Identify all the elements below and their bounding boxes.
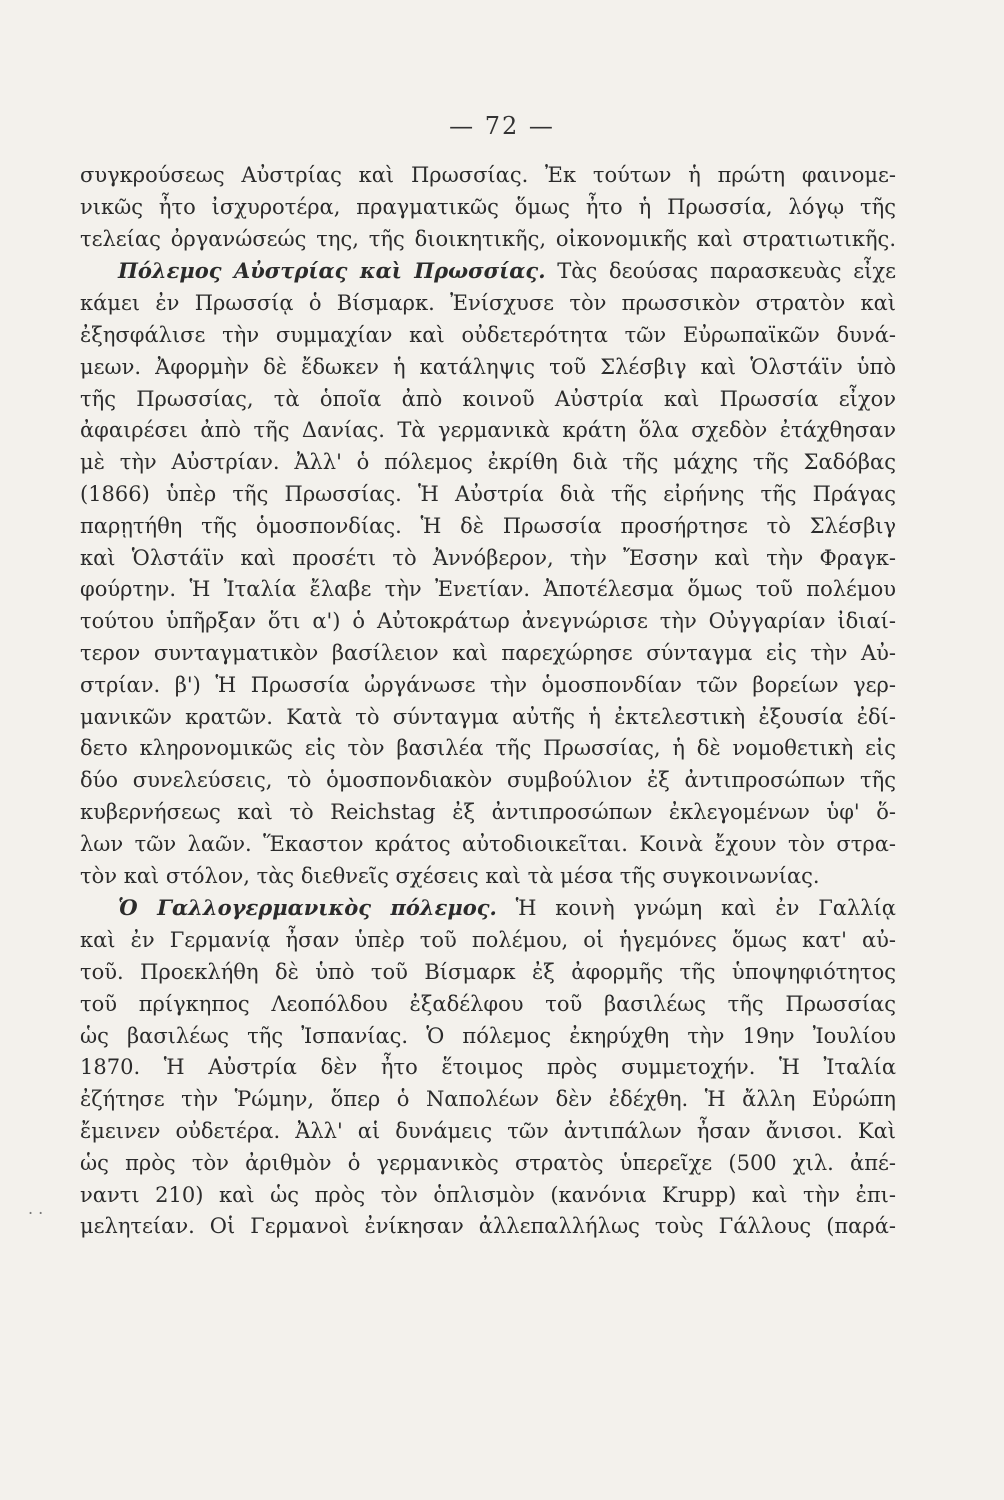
- text-line: μελητείαν. Οἱ Γερμανοὶ ἐνίκησαν ἀλλεπαλλήλως τοὺς Γάλλους (παρά-: [80, 1214, 896, 1239]
- text-line: τοῦ. Προεκλήθη δὲ ὑπὸ τοῦ Βίσμαρκ ἐξ ἀφορμῆς τῆς ὑποψηφιότητος: [80, 959, 896, 984]
- page-number: — 72 —: [449, 112, 555, 140]
- text-line: κυβερνήσεως καὶ τὸ Reichstag ἐξ ἀντιπροσώπων ἐκλεγομένων ὑφ' ὅ-: [80, 799, 896, 824]
- text-line: Ὁ Γαλλογερμανικὸς πόλεμος. Ἡ κοινὴ γνώμη καὶ ἐν Γαλλίᾳ: [118, 895, 896, 921]
- text-line: 1870. Ἡ Αὐστρία δὲν ἦτο ἕτοιμος πρὸς συμμετοχήν. Ἡ Ἰταλία: [80, 1055, 896, 1080]
- text-line: ναντι 210) καὶ ὡς πρὸς τὸν ὁπλισμὸν (κανόνια Krupp) καὶ τὴν ἐπι-: [80, 1182, 896, 1207]
- text-line: ὡς βασιλέως τῆς Ἰσπανίας. Ὁ πόλεμος ἐκηρύχθη τὴν 19ην Ἰουλίου: [80, 1023, 896, 1048]
- text-line: τερον συνταγματικὸν βασίλειον καὶ παρεχώρησε σύνταγμα εἰς τὴν Αὐ-: [80, 640, 896, 665]
- text-line: ἐξησφάλισε τὴν συμμαχίαν καὶ οὐδετερότητα τῶν Εὐρωπαϊκῶν δυνά-: [80, 322, 896, 347]
- text-line: καὶ Ὁλστάϊν καὶ προσέτι τὸ Ἀννόβερον, τὴν Ἔσσην καὶ τὴν Φραγκ-: [80, 545, 896, 570]
- text-line: τελείας ὀργανώσεώς της, τῆς διοικητικῆς, οἰκονομικῆς καὶ στρατιωτικῆς.: [80, 226, 896, 251]
- text-line: τοῦ πρίγκηπος Λεοπόλδου ἐξαδέλφου τοῦ βασιλέως τῆς Πρωσσίας: [80, 991, 896, 1016]
- text-line: φούρτην. Ἡ Ἰταλία ἔλαβε τὴν Ἐνετίαν. Ἀποτέλεσμα ὅμως τοῦ πολέμου: [80, 577, 896, 602]
- section-heading: Πόλεμος Αὐστρίας καὶ Πρωσσίας.: [118, 258, 546, 284]
- text-line: (1866) ὑπὲρ τῆς Πρωσσίας. Ἡ Αὐστρία διὰ τῆς εἰρήνης τῆς Πράγας: [80, 481, 896, 506]
- text-line: τῆς Πρωσσίας, τὰ ὁποῖα ἀπὸ κοινοῦ Αὐστρία καὶ Πρωσσία εἶχον: [80, 386, 896, 411]
- text-line: ἐζήτησε τὴν Ῥώμην, ὅπερ ὁ Ναπολέων δὲν ἐδέχθη. Ἡ ἄλλη Εὐρώπη: [80, 1087, 896, 1112]
- text-line: τὸν καὶ στόλον, τὰς διεθνεῖς σχέσεις καὶ τὰ μέσα τῆς συγκοινωνίας.: [80, 863, 820, 888]
- text-line: δετο κληρονομικῶς εἰς τὸν βασιλέα τῆς Πρωσσίας, ἡ δὲ νομοθετικὴ εἰς: [80, 736, 896, 761]
- text-line: νικῶς ἦτο ἰσχυροτέρα, πραγματικῶς ὅμως ἦτο ἡ Πρωσσία, λόγῳ τῆς: [80, 194, 896, 219]
- text-line: καὶ ἐν Γερμανίᾳ ἦσαν ὑπὲρ τοῦ πολέμου, οἱ ἡγεμόνες ὅμως κατ' αὐ-: [80, 928, 896, 953]
- text-line: λων τῶν λαῶν. Ἕκαστον κράτος αὐτοδιοικεῖται. Κοινὰ ἔχουν τὸν στρα-: [80, 831, 896, 856]
- text-line: ἔμεινεν οὐδετέρα. Ἀλλ' αἱ δυνάμεις τῶν ἀντιπάλων ἦσαν ἄνισοι. Καὶ: [80, 1118, 896, 1143]
- text-line: ἀφαιρέσει ἀπὸ τῆς Δανίας. Τὰ γερμανικὰ κράτη ὅλα σχεδὸν ἐτάχθησαν: [80, 418, 896, 443]
- text-line: δύο συνελεύσεις, τὸ ὁμοσπονδιακὸν συμβούλιον ἐξ ἀντιπροσώπων τῆς: [80, 768, 896, 793]
- body-text: [80, 160, 896, 1243]
- text-line: μεων. Ἀφορμὴν δὲ ἔδωκεν ἡ κατάληψις τοῦ Σλέσβιγ καὶ Ὁλστάϊν ὑπὸ: [80, 354, 896, 379]
- text-line: μὲ τὴν Αὐστρίαν. Ἀλλ' ὁ πόλεμος ἐκρίθη διὰ τῆς μάχης τῆς Σαδόβας: [80, 450, 896, 475]
- section-heading: Ὁ Γαλλογερμανικὸς πόλεμος.: [118, 895, 497, 921]
- text-line: στρίαν. β') Ἡ Πρωσσία ὠργάνωσε τὴν ὁμοσπονδίαν τῶν βορείων γερ-: [80, 672, 896, 697]
- text-line: μανικῶν κρατῶν. Κατὰ τὸ σύνταγμα αὐτῆς ἡ ἐκτελεστικὴ ἐξουσία ἐδί-: [80, 704, 896, 729]
- text-line: παρῃτήθη τῆς ὁμοσπονδίας. Ἡ δὲ Πρωσσία προσήρτησε τὸ Σλέσβιγ: [80, 513, 896, 538]
- text-line: συγκρούσεως Αὐστρίας καὶ Πρωσσίας. Ἐκ τούτων ἡ πρώτη φαινομε-: [80, 163, 896, 187]
- text-line: Πόλεμος Αὐστρίας καὶ Πρωσσίας. Τὰς δεούσας παρασκευὰς εἶχε: [118, 258, 896, 284]
- text-line: τούτου ὑπῆρξαν ὅτι α') ὁ Αὐτοκράτωρ ἀνεγνώρισε τὴν Οὐγγαρίαν ἰδιαί-: [80, 609, 896, 634]
- margin-mark: . .: [28, 1199, 44, 1218]
- text-line: ὡς πρὸς τὸν ἀριθμὸν ὁ γερμανικὸς στρατὸς ὑπερεῖχε (500 χιλ. ἀπέ-: [80, 1150, 896, 1175]
- text-line: κάμει ἐν Πρωσσίᾳ ὁ Βίσμαρκ. Ἐνίσχυσε τὸν πρωσσικὸν στρατὸν καὶ: [80, 291, 896, 316]
